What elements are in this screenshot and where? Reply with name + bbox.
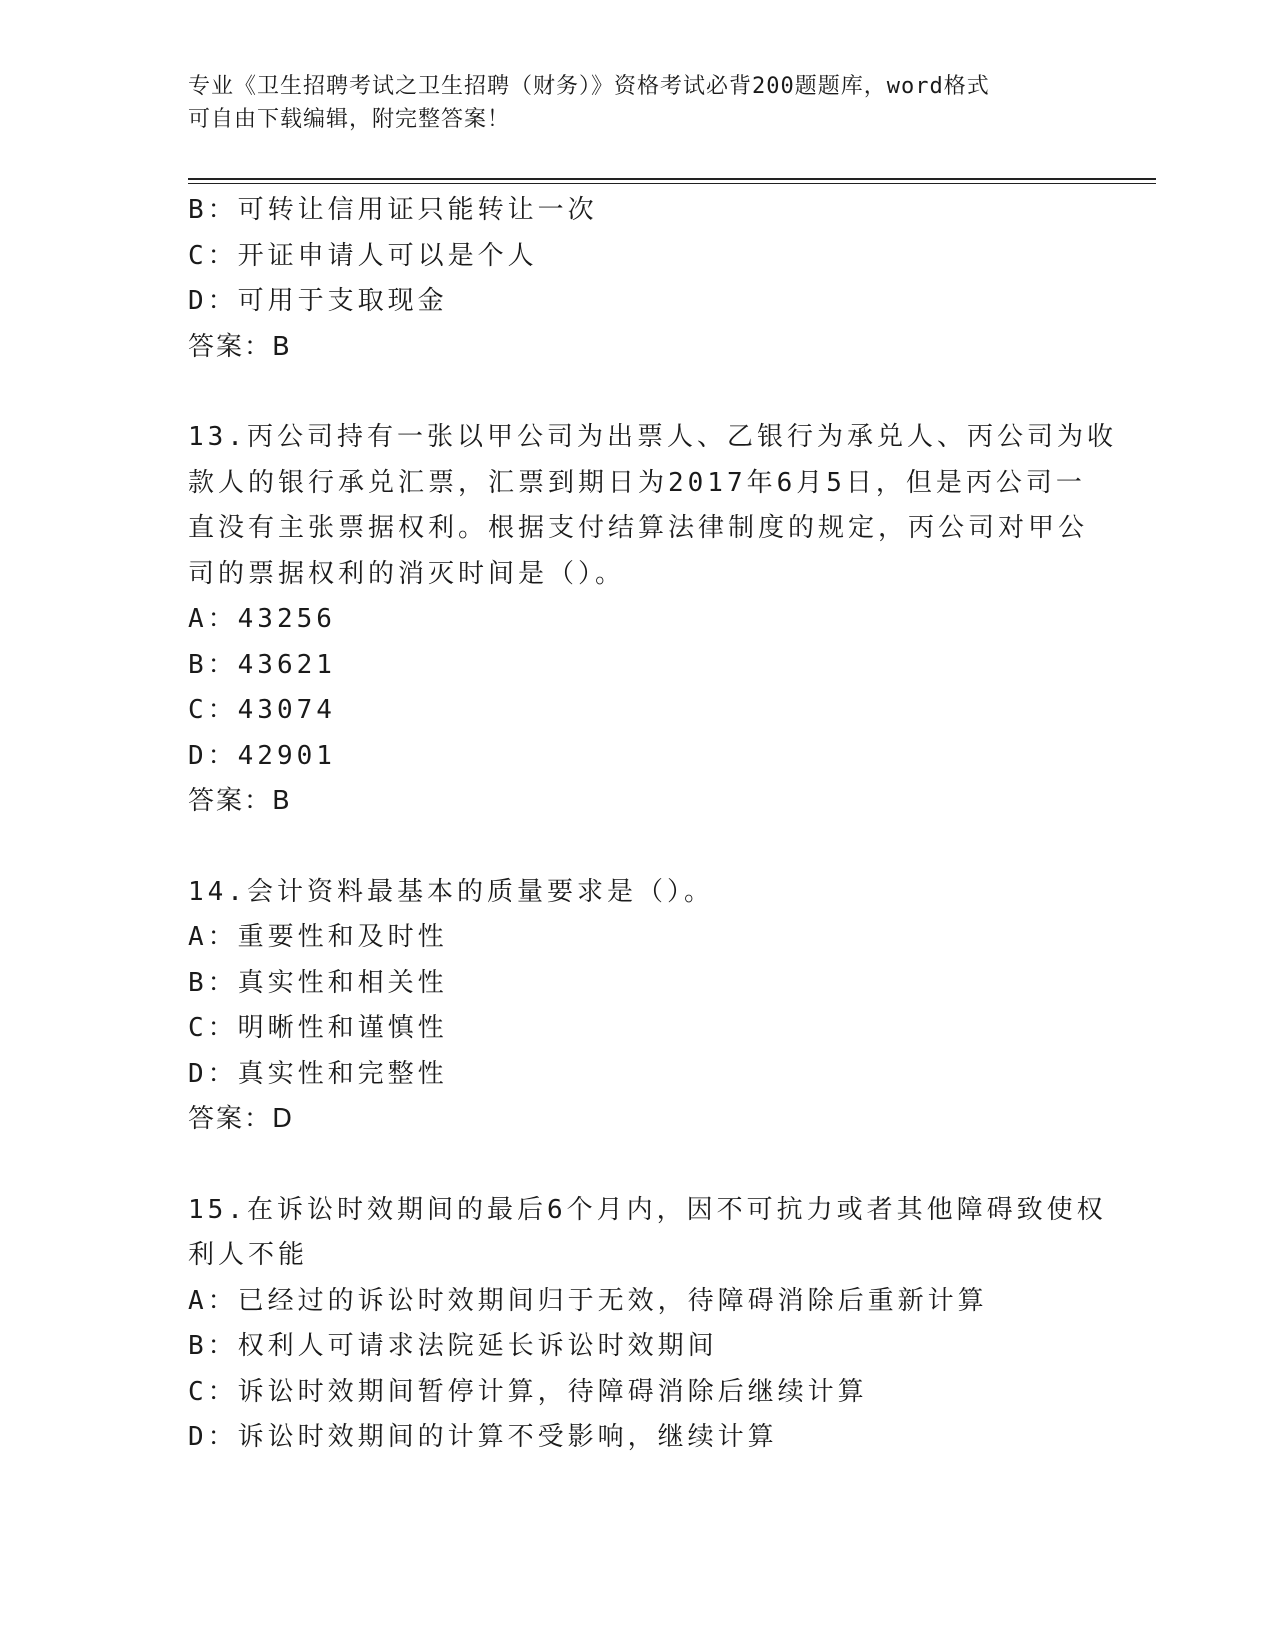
question-12-continued [188, 188, 1088, 370]
option-a: A：重要性和及时性 [188, 922, 448, 952]
question-text-line: 直没有主张票据权利。根据支付结算法律制度的规定，丙公司对甲公 [188, 513, 1089, 543]
option-d: D：真实性和完整性 [188, 1058, 448, 1089]
answer-line: 答案：D [188, 1104, 295, 1134]
option-b: B：真实性和相关性 [188, 967, 448, 998]
header-line-2: 可自由下载编辑，附完整答案！ [188, 107, 511, 132]
option-d: D：42901 [188, 740, 336, 771]
question-text-line: 款人的银行承兑汇票，汇票到期日为2017年6月5日，但是丙公司一 [188, 467, 1086, 498]
header-divider [188, 178, 1156, 180]
option-c: C：诉讼时效期间暂停计算，待障碍消除后继续计算 [188, 1376, 868, 1407]
answer-line: 答案：B [188, 786, 292, 816]
option-d: D：诉讼时效期间的计算不受影响，继续计算 [188, 1422, 778, 1452]
question-text-line: 15.在诉讼时效期间的最后6个月内，因不可抗力或者其他障碍致使权 [188, 1194, 1107, 1225]
header-line-1: 专业《卫生招聘考试之卫生招聘（财务）》资格考试必背200题题库，word格式 [188, 74, 990, 99]
question-text-line: 利人不能 [188, 1240, 309, 1270]
question-text-line: 13.丙公司持有一张以甲公司为出票人、乙银行为承兑人、丙公司为收 [188, 422, 1117, 452]
option-c: C：明晰性和谨慎性 [188, 1013, 448, 1043]
document-header [188, 70, 1068, 136]
option-a: A：已经过的诉讼时效期间归于无效，待障碍消除后重新计算 [188, 1285, 988, 1316]
option-b: B：可转让信用证只能转让一次 [188, 195, 598, 225]
option-c: C：开证申请人可以是个人 [188, 240, 538, 271]
document-body [188, 188, 1117, 1461]
option-c: C：43074 [188, 695, 336, 725]
question-14 [188, 870, 1088, 1143]
option-d: D：可用于支取现金 [188, 286, 448, 316]
option-a: A：43256 [188, 604, 336, 634]
question-text-line: 14.会计资料最基本的质量要求是（）。 [188, 876, 714, 907]
option-b: B：权利人可请求法院延长诉讼时效期间 [188, 1331, 718, 1361]
question-text-line: 司的票据权利的消灭时间是（）。 [188, 558, 626, 589]
option-b: B：43621 [188, 649, 336, 680]
answer-line: 答案：B [188, 331, 292, 362]
question-15 [188, 1188, 1107, 1461]
question-13 [188, 415, 1117, 825]
header-divider-thin [188, 183, 1156, 184]
